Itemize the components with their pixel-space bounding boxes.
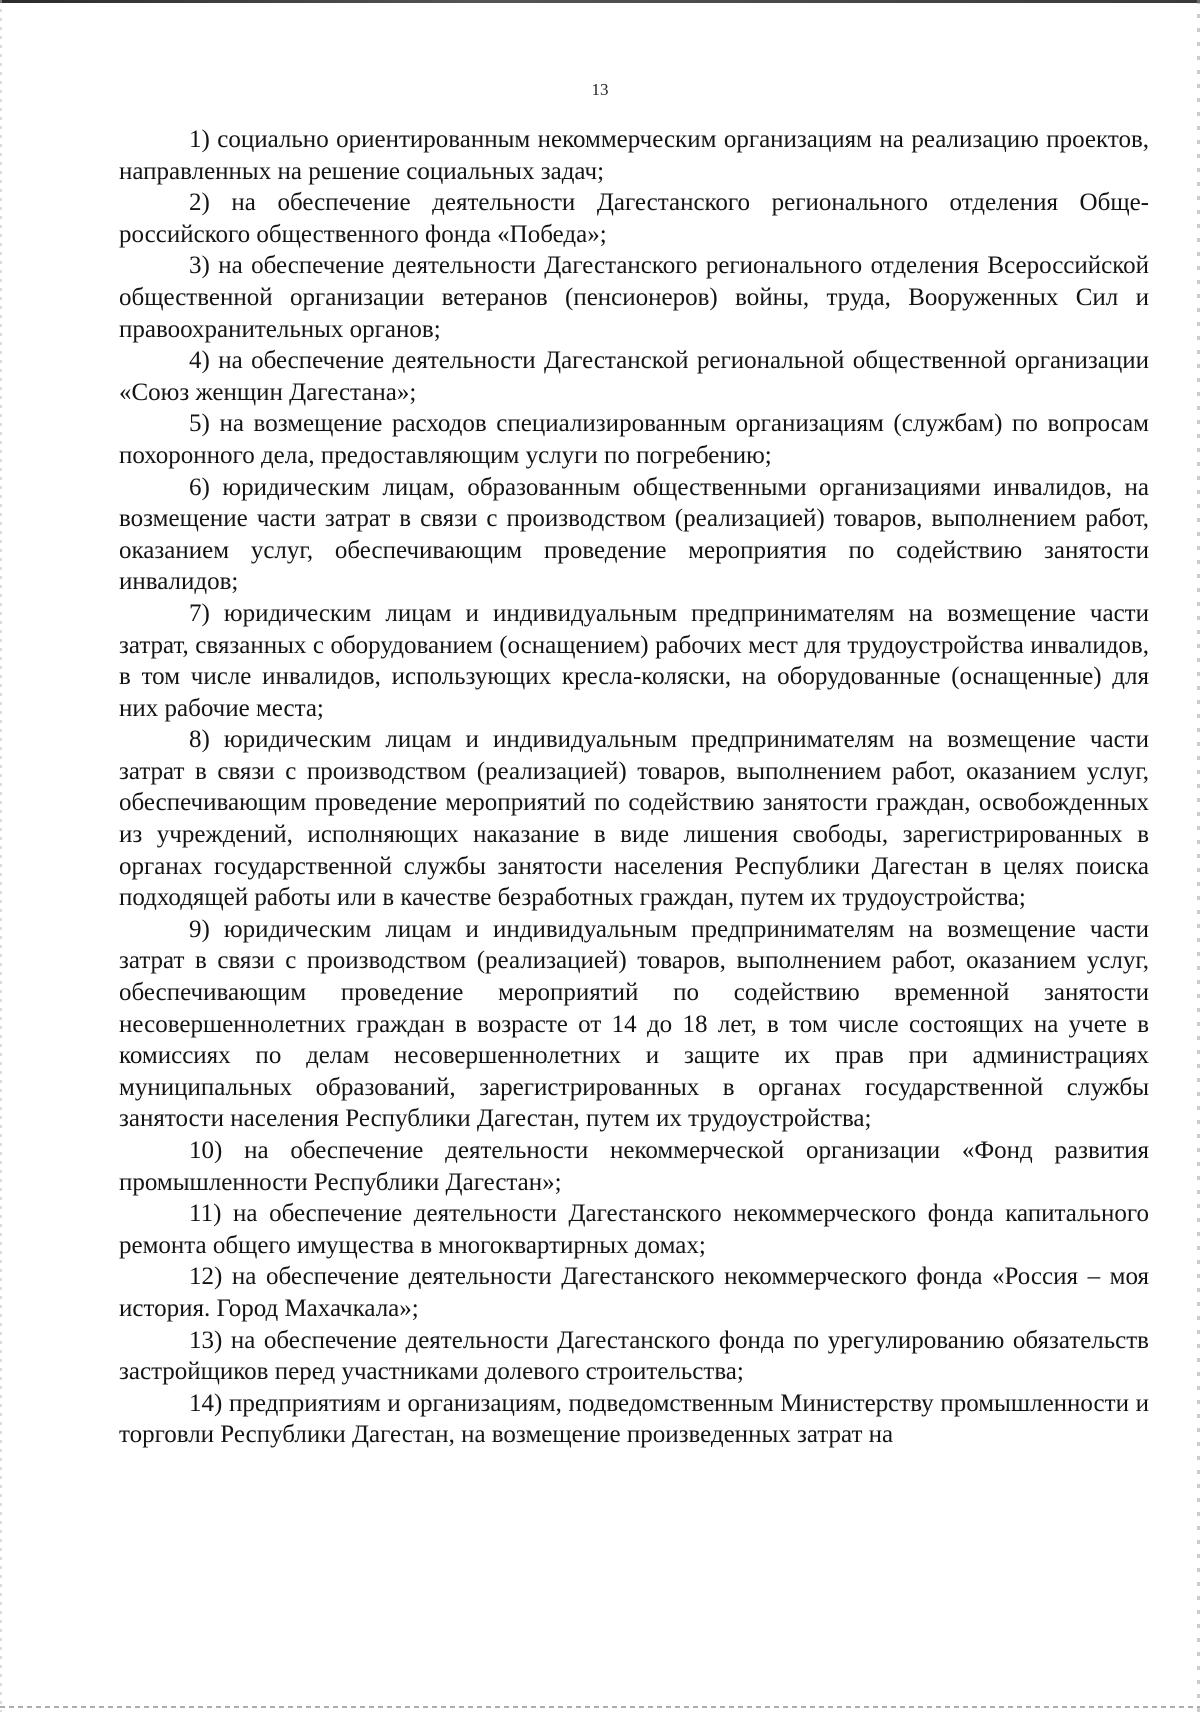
- list-item: 1) социально ориентированным некоммерческим организациям на реализацию проектов, направленных на решение социальных задач;: [119, 126, 1149, 185]
- page-number: 13: [591, 80, 609, 99]
- scan-edge-left: [0, 0, 2, 1712]
- list-item: 7) юридическим лицам и индивидуальным предпринимателям на возмещение части затрат, связанных с оборудованием (оснащением) рабочих мест для трудоустройства инвалидов, в том числе инвалидов, использующих кресла-коляски, на оборудованные (оснащенные) для них рабочие места;: [119, 599, 1149, 722]
- list-item: 8) юридическим лицам и индивидуальным предпринимателям на возмещение части затрат в связи с производством (реализацией) товаров, выполнением работ, оказанием услуг, обеспечивающим проведение мероприятий по содействию занятости граждан, освобожденных из учреждений, исполняющих наказание в виде лишения свободы, зарегистрированных в органах государственной службы занятости населения Республики Дагестан в целях поиска подходящей работы или в качестве безработных граждан, путем их трудоустройства;: [119, 726, 1149, 912]
- list-item: 11) на обеспечение деятельности Дагестанского некоммерческого фонда капитального ремонта общего имущества в многоквартирных домах;: [119, 1200, 1149, 1259]
- list-item: 12) на обеспечение деятельности Дагестанского некоммерческого фонда «Россия – моя история. Город Махачкала»;: [119, 1263, 1149, 1322]
- list-item: 3) на обеспечение деятельности Дагестанского регионального отделения Всероссийской общественной организации ветеранов (пенсионеров) войны, труда, Вооруженных Сил и правоохранительных органов;: [119, 252, 1149, 343]
- scan-edge-bottom: [0, 1706, 1200, 1708]
- list-item: 6) юридическим лицам, образованным общественными организациями инвалидов, на возмещение части затрат в связи с производством (реализацией) товаров, выполнением работ, оказанием услуг, обеспечивающим проведение мероприятия по содействию занятости инвалидов;: [119, 473, 1149, 596]
- list-item: 13) на обеспечение деятельности Дагестанского фонда по урегулированию обязательств застройщиков перед участниками долевого строительства;: [119, 1326, 1149, 1386]
- list-item: 4) на обеспечение деятельности Дагестанской региональной общественной организации «Союз женщин Дагестана»;: [119, 347, 1149, 406]
- list-item: 10) на обеспечение деятельности некоммерческой организации «Фонд развития промышленности Республики Дагестан»;: [119, 1137, 1149, 1196]
- list-item: 2) на обеспечение деятельности Дагестанского регионального отделения Общероссийского общественного фонда «Победа»;: [119, 189, 1149, 248]
- scan-edge-top: [0, 0, 1200, 3]
- list-item: 5) на возмещение расходов специализированным организациям (службам) по вопросам похоронного дела, предоставляющим услуги по погребению;: [119, 410, 1149, 469]
- list-item: 9) юридическим лицам и индивидуальным предпринимателям на возмещение части затрат в связи с производством (реализацией) товаров, выполнением работ, оказанием услуг, обеспечивающим проведение мероприятий по содействию временной занятости несовершеннолетних граждан в возрасте от 14 до 18 лет, в том числе состоящих на учете в комиссиях по делам несовершеннолетних и защите их прав при администрациях муниципальных образований, зарегистрированных в органах государственной службы занятости населения Республики Дагестан, путем их трудоустройства;: [119, 915, 1149, 1133]
- document-body: [119, 124, 1149, 1451]
- list-item: 14) предприятиям и организациям, подведомственным Министерству промышленности и торговли Республики Дагестан, на возмещение произведенных затрат на: [119, 1389, 1149, 1449]
